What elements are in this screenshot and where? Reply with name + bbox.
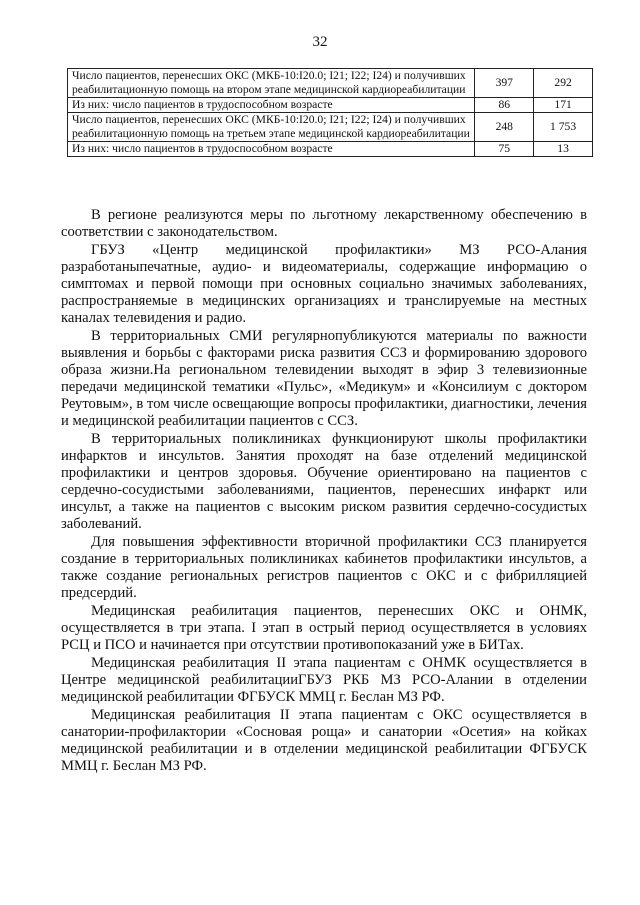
page-number: 32 <box>312 34 328 50</box>
table-row <box>68 142 593 157</box>
paragraph: Для повышения эффективности вторичной профилактики ССЗ планируется создание в территориальных поликлиниках кабинетов профилактики инсультов, а также создание региональных регистров пациентов с ОКС и с фибрилляцией предсердий. <box>61 534 587 601</box>
table-cell-value: 13 <box>534 142 593 157</box>
table-cell-label: Из них: число пациентов в трудоспособном возрасте <box>68 142 475 157</box>
table-cell-label: Из них: число пациентов в трудоспособном возрасте <box>68 98 475 113</box>
table-cell-value: 86 <box>475 98 534 113</box>
table-cell-value: 171 <box>534 98 593 113</box>
paragraph: В регионе реализуются меры по льготному лекарственному обеспечению в соответствии с законодательством. <box>61 207 587 240</box>
table-row <box>68 98 593 113</box>
paragraph: В территориальных СМИ регулярнопубликуются материалы по важности выявления и борьбы с факторами риска развития ССЗ и формированию здорового образа жизни.На региональном телевидении выходят в эфир 3 телевизионные передачи медицинской тематики «Пульс», «Медикум» и «Консилиум с доктором Реутовым», в том числе освещающие вопросы профилактики, диагностики, лечения и медицинской реабилитации пациентов с ССЗ. <box>61 328 587 429</box>
statistics-table <box>67 68 593 157</box>
table-cell-label: Число пациентов, перенесших ОКС (МКБ-10:I20.0; I21; I22; I24) и получивших реабилитационную помощь на втором этапе медицинской кардиореабилитации <box>68 69 475 98</box>
table-cell-value: 248 <box>475 113 534 142</box>
table-cell-value: 75 <box>475 142 534 157</box>
paragraph: Медицинская реабилитация II этапа пациентам с ОКС осуществляется в санатории-профилактории «Сосновая роща» и санатории «Осетия» на койках медицинской реабилитации и в отделении медицинской реабилитации ФГБУСК ММЦ г. Беслан МЗ РФ. <box>61 707 587 774</box>
table-row <box>68 69 593 98</box>
table-row <box>68 113 593 142</box>
table-cell-value: 292 <box>534 69 593 98</box>
paragraph: Медицинская реабилитация пациентов, перенесших ОКС и ОНМК, осуществляется в три этапа. I этап в острый период осуществляется в условиях РСЦ и ПСО и начинается при отсутствии противопоказаний уже в БИТах. <box>61 603 587 653</box>
table-cell-value: 1 753 <box>534 113 593 142</box>
paragraph: Медицинская реабилитация II этапа пациентам с ОНМК осуществляется в Центре медицинской реабилитацииГБУЗ РКБ МЗ РСО-Алании в отделении медицинской реабилитации ФГБУСК ММЦ г. Беслан МЗ РФ. <box>61 655 587 705</box>
paragraph: В территориальных поликлиниках функционируют школы профилактики инфарктов и инсультов. Занятия проходят на базе отделений медицинской профилактики и центров здоровья. Обучение ориентировано на пациентов с сердечно-сосудистыми заболеваниями, пациентов, перенесших инфаркт или инсульт, а также на пациентов с высоким риском развития сердечно-сосудистых заболеваний. <box>61 431 587 532</box>
paragraph: ГБУЗ «Центр медицинской профилактики» МЗ РСО-Алания разработаныпечатные, аудио- и видеоматериалы, содержащие информацию о симптомах и первой помощи при основных социально значимых заболеваниях, распространяемые в медицинских организациях и транслируемые на местных каналах телевидения и радио. <box>61 242 587 326</box>
table-cell-value: 397 <box>475 69 534 98</box>
document-body <box>61 207 587 776</box>
table-cell-label: Число пациентов, перенесших ОКС (МКБ-10:I20.0; I21; I22; I24) и получивших реабилитационную помощь на третьем этапе медицинской кардиореабилитации <box>68 113 475 142</box>
